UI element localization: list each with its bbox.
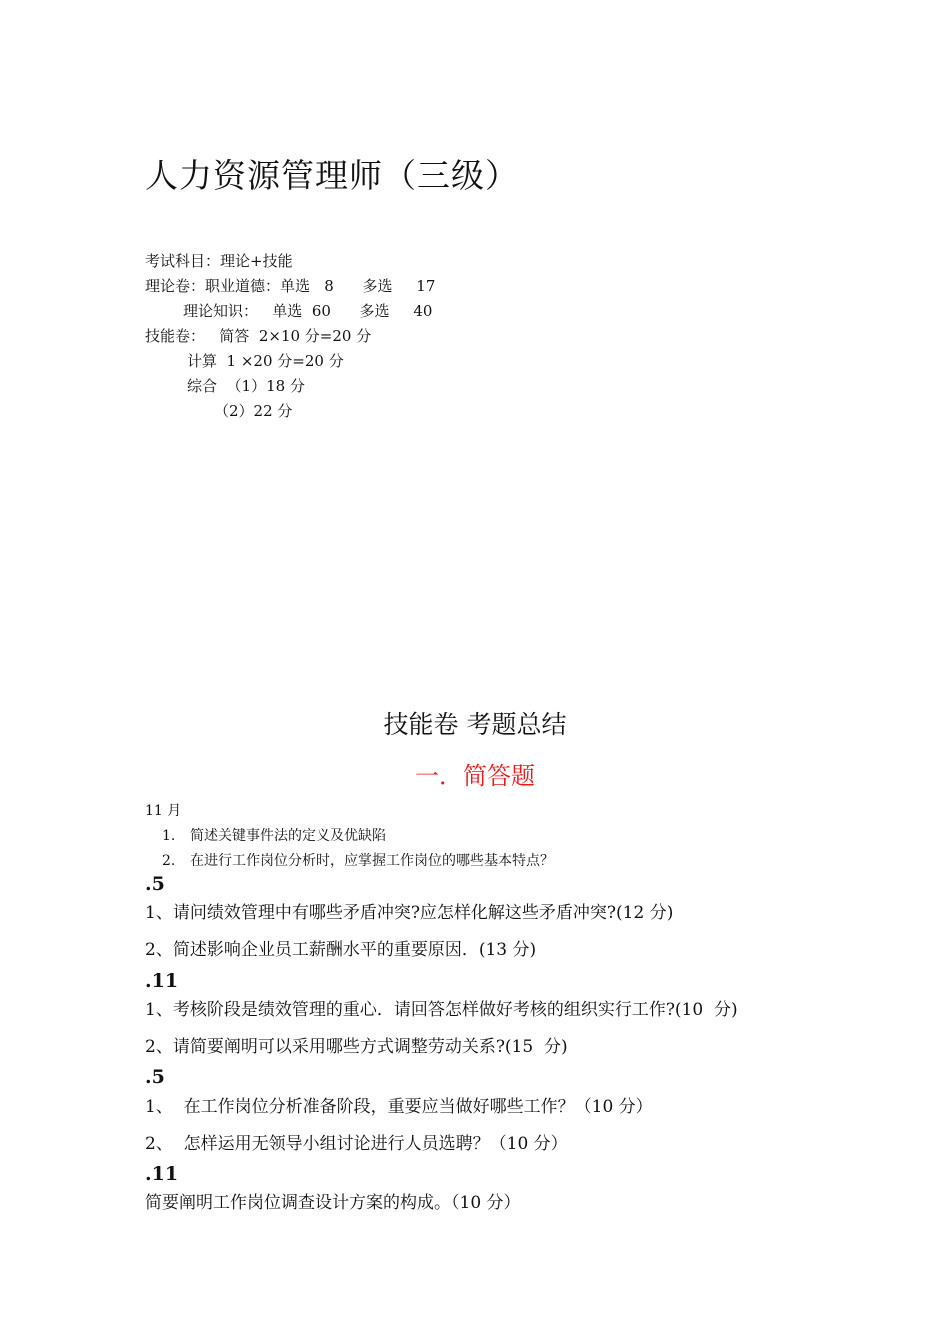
group-label: .11 xyxy=(145,1163,179,1185)
list-item-number: 1. xyxy=(162,828,176,844)
question: 简要阐明工作岗位调查设计方案的构成。（10 分） xyxy=(145,1193,521,1213)
list-item-number: 2. xyxy=(162,853,176,869)
question: 2、请简要阐明可以采用哪些方式调整劳动关系?(15 分) xyxy=(145,1037,568,1057)
short-answer-heading: 一．简答题 xyxy=(415,762,535,790)
skill-comprehensive-1: 综合 （1）18 分 xyxy=(187,377,305,395)
group-label: .11 xyxy=(145,970,179,992)
group-label: .5 xyxy=(145,1066,165,1088)
group-label: .5 xyxy=(145,873,165,895)
skill-short-answer: 技能卷： 简答 2×10 分=20 分 xyxy=(145,327,372,345)
skill-section-title: 技能卷 考题总结 xyxy=(383,710,567,739)
month-label: 11 月 xyxy=(145,803,182,819)
theory-knowledge: 理论知识： 单选 60 多选 40 xyxy=(183,302,433,320)
list-item xyxy=(162,825,386,845)
skill-calculation: 计算 1 ×20 分=20 分 xyxy=(187,352,344,370)
skill-comprehensive-2: （2）22 分 xyxy=(214,402,293,420)
list-item-text: 在进行工作岗位分析时，应掌握工作岗位的哪些基本特点？ xyxy=(190,853,554,869)
question: 2、简述影响企业员工薪酬水平的重要原因．(13 分) xyxy=(145,940,537,960)
list-item-text: 简述关键事件法的定义及优缺陷 xyxy=(190,828,386,844)
theory-ethics: 理论卷：职业道德：单选 8 多选 17 xyxy=(145,277,436,295)
question: 1、 在工作岗位分析准备阶段，重要应当做好哪些工作？（10 分） xyxy=(145,1097,653,1117)
question: 1、考核阶段是绩效管理的重心．请回答怎样做好考核的组织实行工作?(10 分) xyxy=(145,1000,738,1020)
exam-subjects: 考试科目：理论+技能 xyxy=(145,252,293,270)
question: 1、请问绩效管理中有哪些矛盾冲突?应怎样化解这些矛盾冲突?(12 分) xyxy=(145,903,674,923)
question: 2、 怎样运用无领导小组讨论进行人员选聘？（10 分） xyxy=(145,1134,568,1154)
list-item xyxy=(162,850,554,870)
document-title: 人力资源管理师（三级） xyxy=(145,156,519,195)
